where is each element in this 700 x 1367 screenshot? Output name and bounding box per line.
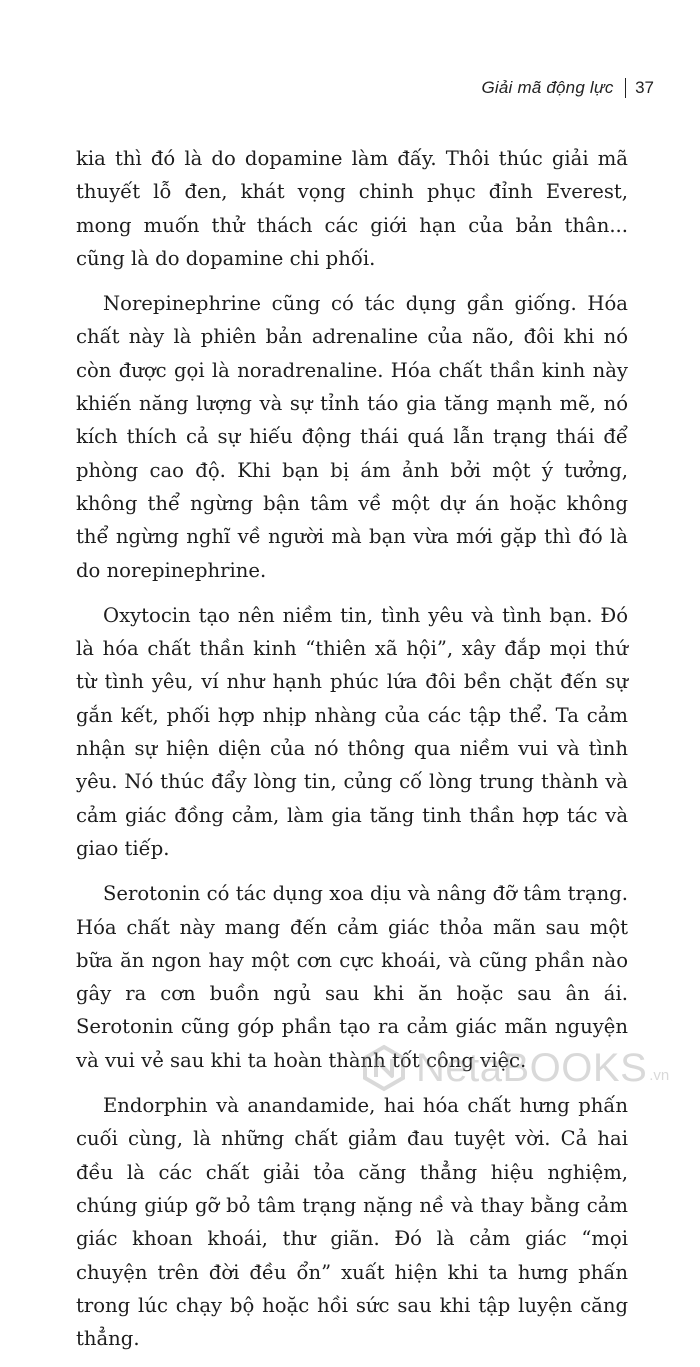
body-text: [76, 142, 628, 1367]
running-header: [481, 78, 654, 98]
paragraph-4: Serotonin có tác dụng xoa dịu và nâng đỡ tâm trạng. Hóa chất này mang đến cảm giác thỏa mãn sau một bữa ăn ngon hay một cơn cực khoái, và cũng phần nào gây ra cơn buồn ngủ sau khi ăn hoặc sau ân ái. Serotonin cũng góp phần tạo ra cảm giác mãn nguyện và vui vẻ sau khi ta hoàn thành tốt công việc.: [76, 882, 628, 1072]
paragraph-5: Endorphin và anandamide, hai hóa chất hưng phấn cuối cùng, là những chất giảm đau tuyệt vời. Cả hai đều là các chất giải tỏa căng thẳng hiệu nghiệm, chúng giúp gỡ bỏ tâm trạng nặng nề và thay bằng cảm giác khoan khoái, thư giãn. Đó là cảm giác “mọi chuyện trên đời đều ổn” xuất hiện khi ta hưng phấn trong lúc chạy bộ hoặc hồi sức sau khi tập luyện căng thẳng.: [76, 1094, 628, 1351]
paragraph-2: Norepinephrine cũng có tác dụng gần giống. Hóa chất này là phiên bản adrenaline của não, đôi khi nó còn được gọi là noradrenaline. Hóa chất thần kinh này khiến năng lượng và sự tỉnh táo gia tăng mạnh mẽ, nó kích thích cả sự hiếu động thái quá lẫn trạng thái để phòng cao độ. Khi bạn bị ám ảnh bởi một ý tưởng, không thể ngừng bận tâm về một dự án hoặc không thể ngừng nghĩ về người mà bạn vừa mới gặp thì đó là do norepinephrine.: [76, 292, 628, 582]
paragraph-1: kia thì đó là do dopamine làm đấy. Thôi thúc giải mã thuyết lỗ đen, khát vọng chinh phục đỉnh Everest, mong muốn thử thách các giới hạn của bản thân... cũng là do dopamine chi phối.: [76, 147, 628, 270]
page-number: 37: [635, 78, 654, 97]
chapter-title: Giải mã động lực: [481, 78, 614, 97]
netabooks-logo-icon: [360, 1044, 408, 1092]
watermark: [360, 1044, 669, 1092]
watermark-brand: NetaBOOKS: [416, 1045, 648, 1090]
paragraph-3: Oxytocin tạo nên niềm tin, tình yêu và tình bạn. Đó là hóa chất thần kinh “thiên xã hội”, xây đắp mọi thứ từ tình yêu, ví như hạnh phúc lứa đôi bền chặt đến sự gắn kết, phối hợp nhịp nhàng của các tập thể. Ta cảm nhận sự hiện diện của nó thông qua niềm vui và tình yêu. Nó thúc đẩy lòng tin, củng cố lòng trung thành và cảm giác đồng cảm, làm gia tăng tinh thần hợp tác và giao tiếp.: [76, 603, 628, 860]
watermark-suffix: .vn: [649, 1067, 670, 1084]
header-separator: [625, 78, 627, 98]
